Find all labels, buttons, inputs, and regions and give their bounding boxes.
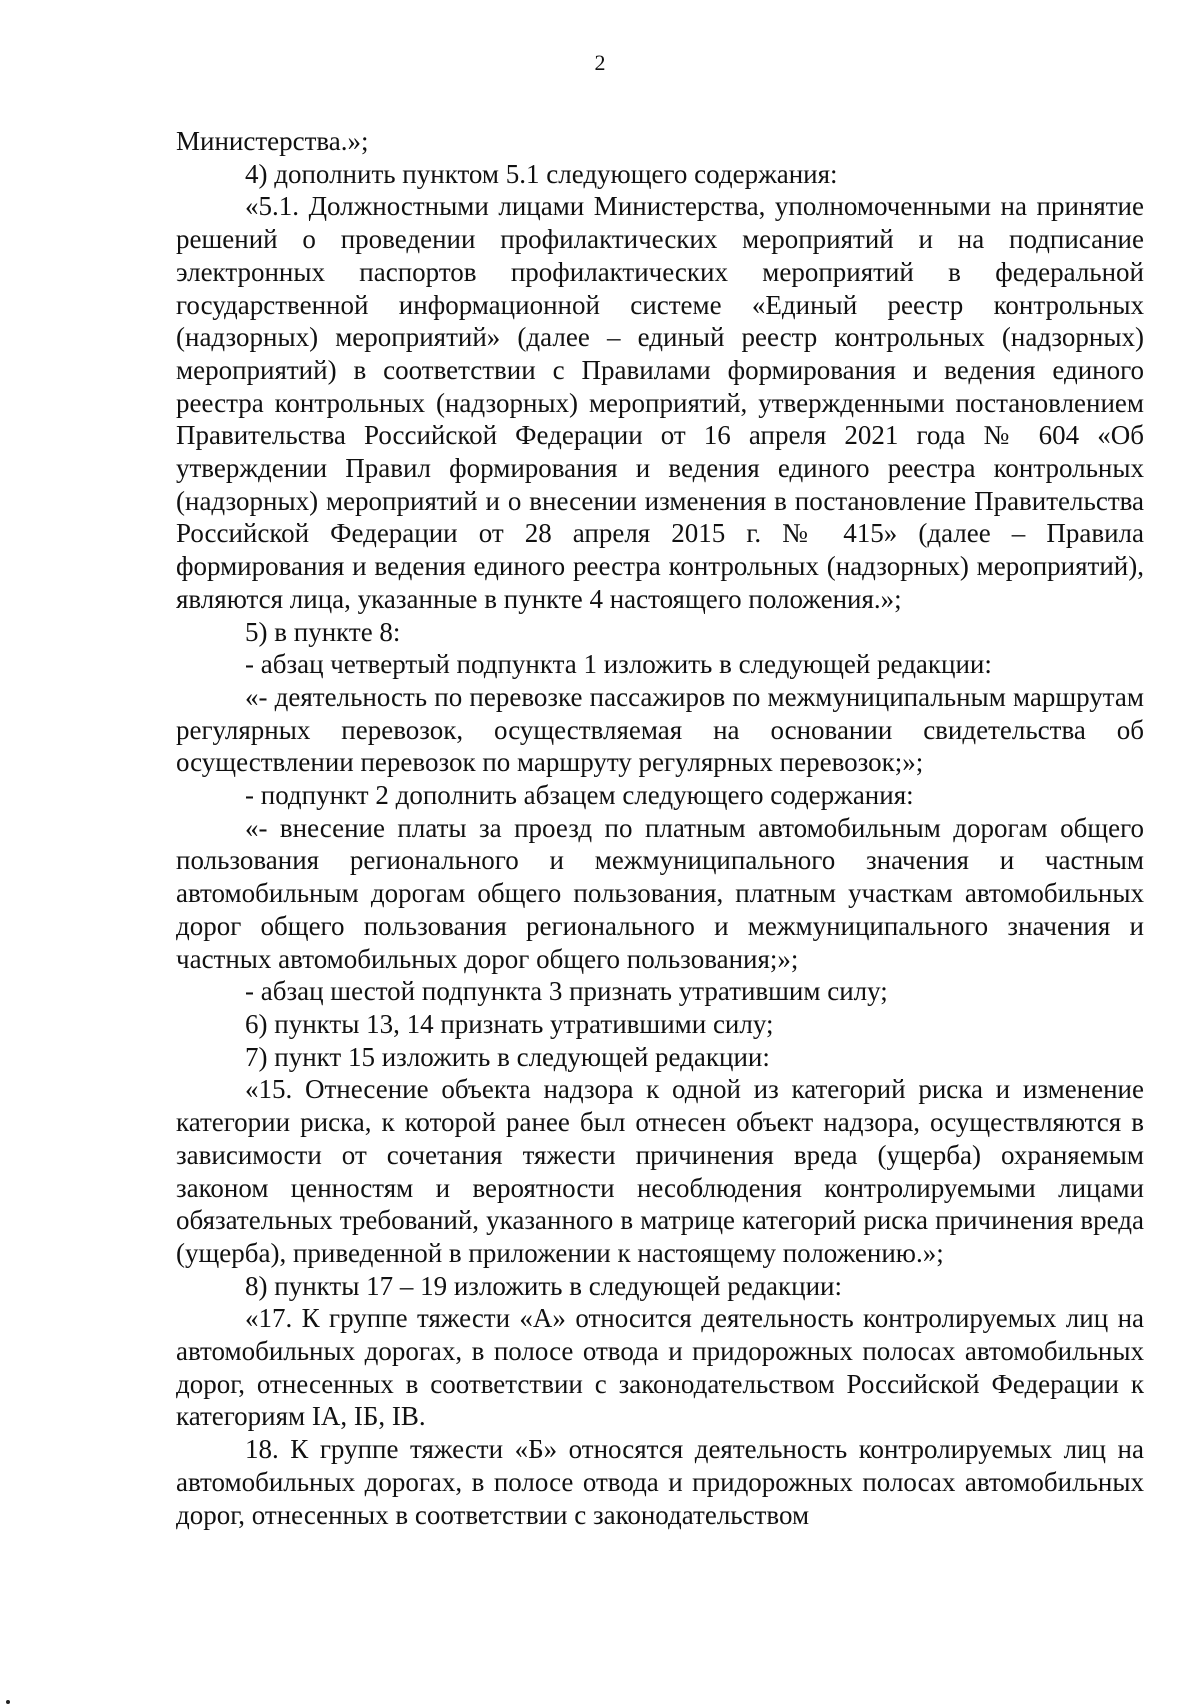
paragraph-item-7: 7) пункт 15 изложить в следующей редакции: [245, 1041, 770, 1072]
paragraph-subitem-3-repeal: - абзац шестой подпункта 3 признать утратившим силу; [245, 976, 888, 1007]
paragraph-item-4: 4) дополнить пунктом 5.1 следующего содержания: [245, 158, 838, 189]
paragraph-clause-5-1: «5.1. Должностными лицами Министерства, уполномоченными на принятие решений о проведении профилактических мероприятий и на подписание электронных паспортов профилактических мероприятий в федеральной государственной информационной системе «Единый реестр контрольных (надзорных) мероприятий» (далее – единый реестр контрольных (надзорных) мероприятий) в соответствии с Правилами формирования и ведения единого реестра контрольных (надзорных) мероприятий, утвержденными постановлением Правительства Российской Федерации от 16 апреля 2021 года № 604 «Об утверждении Правил формирования и ведения единого реестра контрольных (надзорных) мероприятий и о внесении изменения в постановление Правительства Российской Федерации от 28 апреля 2015 г. № 415» (далее – Правила формирования и ведения единого реестра контрольных (надзорных) мероприятий), являются лица, указанные в пункте 4 настоящего положения.»; [176, 191, 1144, 614]
paragraph-clause-18: 18. К группе тяжести «Б» относятся деятельность контролируемых лиц на автомобильных дорогах, в полосе отвода и придорожных полосах автомобильных дорог, отнесенных в соответствии с законодательством [176, 1434, 1144, 1530]
paragraph-item-8: 8) пункты 17 – 19 изложить в следующей редакции: [245, 1270, 843, 1301]
paragraph-clause-15: «15. Отнесение объекта надзора к одной из категорий риска и изменение категории риска, к которой ранее был отнесен объект надзора, осуществляются в зависимости от сочетания тяжести причинения вреда (ущерба) охраняемым законом ценностям и вероятности несоблюдения контролируемыми лицами обязательных требований, указанного в матрице категорий риска причинения вреда (ущерба), приведенной в приложении к настоящему положению.»; [176, 1074, 1144, 1268]
scan-dot [6, 1700, 10, 1704]
document-body [176, 125, 1144, 1531]
paragraph-item-6: 6) пункты 13, 14 признать утратившими силу; [245, 1008, 774, 1039]
paragraph-clause-17: «17. К группе тяжести «А» относится деятельность контролируемых лиц на автомобильных дорогах, в полосе отвода и придорожных полосах автомобильных дорог, отнесенных в соответствии с законодательством Российской Федерации к категориям IА, IБ, IВ. [176, 1303, 1144, 1432]
paragraph-subitem-2-change: - подпункт 2 дополнить абзацем следующего содержания: [245, 780, 914, 811]
paragraph-item-5: 5) в пункте 8: [245, 616, 401, 647]
paragraph-ministry-end: Министерства.»; [176, 126, 369, 156]
page-number: 2 [594, 50, 606, 75]
paragraph-subitem-1-change: - абзац четвертый подпункта 1 изложить в следующей редакции: [245, 649, 992, 680]
paragraph-toll-roads: «- внесение платы за проезд по платным автомобильным дорогам общего пользования регионального и межмуниципального значения и частным автомобильным дорогам общего пользования, платным участкам автомобильных дорог общего пользования регионального и межмуниципального значения и частных автомобильных дорог общего пользования;»; [176, 812, 1144, 974]
paragraph-passenger-transport: «- деятельность по перевозке пассажиров по межмуниципальным маршрутам регулярных перевозок, осуществляемая на основании свидетельства об осуществлении перевозок по маршруту регулярных перевозок;»; [176, 681, 1144, 778]
